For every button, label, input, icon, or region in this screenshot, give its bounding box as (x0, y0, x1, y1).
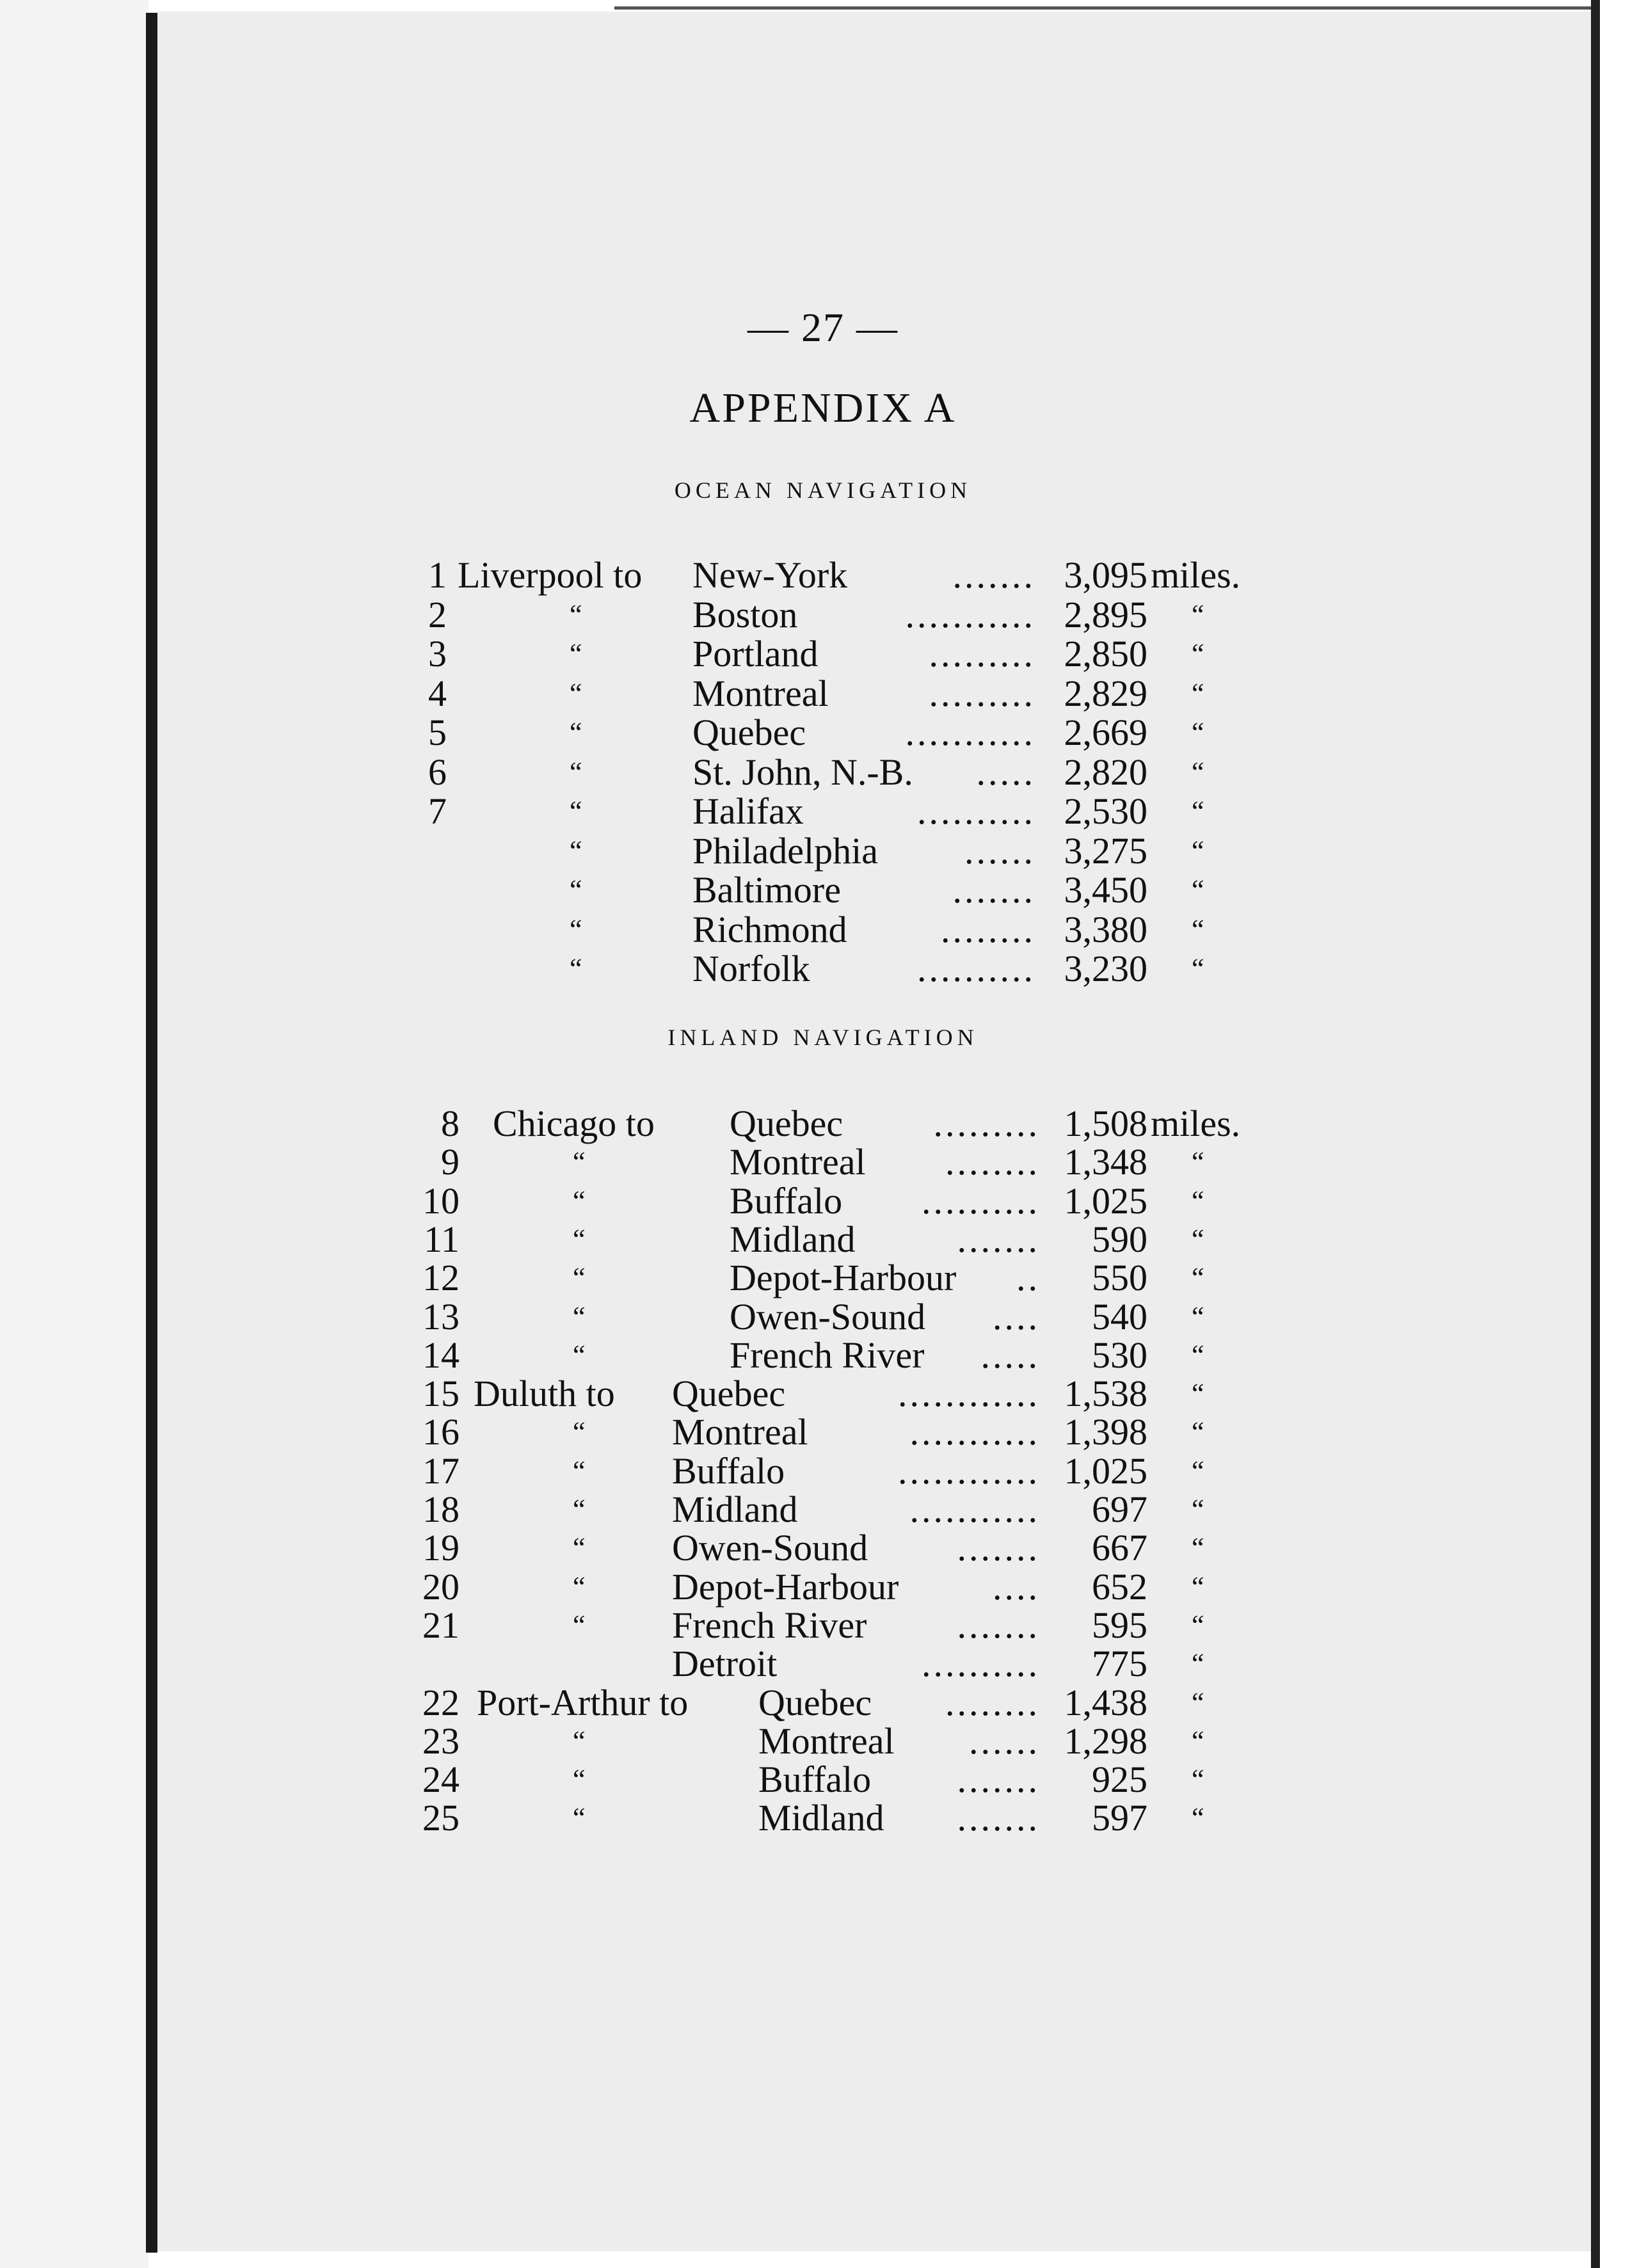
origin-ditto-mark: “ (573, 1725, 586, 1757)
distance-value: 3,230 (1064, 948, 1147, 989)
origin-ditto-mark: “ (573, 1185, 586, 1217)
destination-port: Buffalo (672, 1449, 785, 1492)
table-row (0, 1258, 1646, 1298)
destination-port: Buffalo (758, 1759, 872, 1801)
table-row (0, 674, 1646, 714)
unit-ditto-mark: “ (1192, 1262, 1204, 1294)
leader-dots: ...... (969, 1720, 1040, 1762)
unit-ditto-mark: “ (1192, 1686, 1204, 1718)
distance-value: 697 (1092, 1489, 1147, 1530)
destination-port: Quebec (730, 1103, 843, 1144)
row-number: 8 (441, 1103, 459, 1144)
unit-ditto-mark: “ (1192, 1802, 1204, 1834)
distance-value: 2,850 (1064, 633, 1147, 675)
leader-dots: ...... (964, 829, 1035, 872)
leader-dots: ....... (957, 1218, 1040, 1260)
origin-port: Duluth to (474, 1373, 615, 1415)
leader-dots: ......... (929, 633, 1035, 675)
table-row (0, 1142, 1646, 1182)
destination-port: Portland (692, 633, 819, 675)
unit-ditto-mark: “ (1192, 1455, 1204, 1487)
leader-dots: ......... (929, 672, 1035, 714)
distance-value: 1,508 (1064, 1103, 1147, 1144)
leader-dots: ....... (957, 1759, 1040, 1801)
destination-port: Owen-Sound (730, 1295, 926, 1338)
table-row (0, 595, 1646, 635)
distance-value: 1,025 (1064, 1449, 1147, 1492)
leader-dots: ..... (980, 1334, 1040, 1376)
destination-port: Baltimore (692, 869, 841, 911)
distance-unit: miles. (1151, 1103, 1241, 1144)
destination-port: Philadelphia (692, 829, 878, 872)
table-row (0, 1798, 1646, 1838)
origin-ditto-mark: “ (573, 1300, 586, 1332)
destination-port: Montreal (730, 1141, 866, 1183)
appendix-title: APPENDIX A (689, 385, 957, 431)
destination-port: Halifax (692, 790, 804, 832)
distance-value: 2,820 (1064, 751, 1147, 793)
origin-ditto-mark: “ (573, 1416, 586, 1448)
unit-ditto-mark: “ (1192, 677, 1204, 709)
row-number: 3 (428, 633, 447, 675)
destination-port: Detroit (672, 1643, 778, 1685)
distance-value: 1,348 (1064, 1141, 1147, 1183)
leader-dots: ............ (898, 1373, 1040, 1415)
unit-ditto-mark: “ (1192, 1532, 1204, 1564)
origin-ditto-mark: “ (570, 677, 582, 709)
distance-value: 1,438 (1064, 1681, 1147, 1723)
origin-ditto-mark: “ (573, 1764, 586, 1796)
origin-ditto-mark: “ (573, 1802, 586, 1834)
unit-ditto-mark: “ (1192, 638, 1204, 669)
leader-dots: .. (1016, 1257, 1040, 1299)
destination-port: French River (730, 1334, 925, 1376)
distance-value: 2,669 (1064, 712, 1147, 753)
leader-dots: .... (993, 1295, 1040, 1338)
destination-port: St. John, N.-B. (692, 751, 913, 793)
row-number: 17 (422, 1449, 459, 1492)
destination-port: Midland (758, 1797, 884, 1839)
leader-dots: ........ (945, 1141, 1040, 1183)
distance-value: 3,095 (1064, 554, 1147, 596)
row-number: 9 (441, 1141, 459, 1183)
table-row (0, 831, 1646, 871)
unit-ditto-mark: “ (1192, 1609, 1204, 1641)
leader-dots: ........... (905, 593, 1035, 635)
row-number: 11 (424, 1218, 459, 1260)
row-number: 13 (422, 1295, 459, 1338)
table-row (0, 1297, 1646, 1337)
destination-port: Montreal (692, 672, 829, 714)
origin-ditto-mark: “ (573, 1339, 586, 1371)
row-number: 22 (422, 1681, 459, 1723)
destination-port: Montreal (758, 1720, 895, 1762)
unit-ditto-mark: “ (1192, 1725, 1204, 1757)
origin-ditto-mark: “ (573, 1570, 586, 1602)
row-number: 21 (422, 1604, 459, 1646)
origin-ditto-mark: “ (573, 1223, 586, 1255)
ocean-navigation-heading: OCEAN NAVIGATION (674, 477, 972, 503)
table-row (0, 555, 1646, 595)
unit-ditto-mark: “ (1192, 874, 1204, 906)
unit-ditto-mark: “ (1192, 1570, 1204, 1602)
distance-value: 597 (1092, 1797, 1147, 1839)
distance-unit: miles. (1151, 554, 1241, 596)
destination-port: Depot-Harbour (672, 1565, 899, 1608)
leader-dots: ....... (952, 869, 1035, 911)
distance-value: 530 (1092, 1334, 1147, 1376)
unit-ditto-mark: “ (1192, 1416, 1204, 1448)
table-row (0, 1104, 1646, 1144)
unit-ditto-mark: “ (1192, 1764, 1204, 1796)
unit-ditto-mark: “ (1192, 717, 1204, 748)
leader-dots: ......... (933, 1103, 1040, 1144)
leader-dots: .......... (922, 1179, 1040, 1222)
row-number: 14 (422, 1334, 459, 1376)
origin-ditto-mark: “ (570, 953, 582, 984)
table-row (0, 1760, 1646, 1800)
destination-port: New-York (692, 554, 848, 596)
distance-value: 667 (1092, 1527, 1147, 1569)
table-row (0, 1220, 1646, 1259)
unit-ditto-mark: “ (1192, 913, 1204, 945)
origin-ditto-mark: “ (570, 835, 582, 866)
table-row (0, 949, 1646, 989)
distance-value: 1,025 (1064, 1179, 1147, 1222)
origin-ditto-mark: “ (570, 598, 582, 630)
leader-dots: ............ (898, 1449, 1040, 1492)
unit-ditto-mark: “ (1192, 1223, 1204, 1255)
origin-ditto-mark: “ (570, 638, 582, 669)
row-number: 12 (422, 1257, 459, 1299)
leader-dots: .... (993, 1565, 1040, 1608)
unit-ditto-mark: “ (1192, 1339, 1204, 1371)
origin-ditto-mark: “ (573, 1609, 586, 1641)
origin-ditto-mark: “ (570, 874, 582, 906)
row-number: 16 (422, 1411, 459, 1453)
destination-port: Quebec (672, 1373, 786, 1415)
distance-value: 775 (1092, 1643, 1147, 1685)
table-row (0, 1644, 1646, 1684)
destination-port: Quebec (758, 1681, 872, 1723)
table-row (0, 1374, 1646, 1414)
leader-dots: .......... (917, 948, 1035, 989)
leader-dots: ....... (952, 554, 1035, 596)
distance-value: 1,298 (1064, 1720, 1147, 1762)
table-row (0, 1606, 1646, 1645)
table-row (0, 1412, 1646, 1452)
origin-ditto-mark: “ (570, 756, 582, 788)
table-row (0, 1181, 1646, 1221)
distance-value: 1,538 (1064, 1373, 1147, 1415)
unit-ditto-mark: “ (1192, 835, 1204, 866)
leader-dots: ........ (941, 908, 1035, 950)
destination-port: Quebec (692, 712, 806, 753)
leader-dots: ........... (905, 712, 1035, 753)
origin-port: Port-Arthur to (477, 1681, 689, 1723)
leader-dots: .......... (922, 1643, 1040, 1685)
row-number: 20 (422, 1565, 459, 1608)
table-row (0, 1490, 1646, 1529)
table-row (0, 910, 1646, 950)
row-number: 19 (422, 1527, 459, 1569)
row-number: 5 (428, 712, 447, 753)
distance-value: 925 (1092, 1759, 1147, 1801)
unit-ditto-mark: “ (1192, 756, 1204, 788)
unit-ditto-mark: “ (1192, 1300, 1204, 1332)
table-row (0, 634, 1646, 674)
row-number: 15 (422, 1373, 459, 1415)
destination-port: Boston (692, 593, 798, 635)
distance-value: 540 (1092, 1295, 1147, 1338)
leader-dots: .......... (917, 790, 1035, 832)
row-number: 4 (428, 672, 447, 714)
origin-ditto-mark: “ (570, 795, 582, 827)
leader-dots: ....... (957, 1797, 1040, 1839)
distance-value: 3,450 (1064, 869, 1147, 911)
row-number: 25 (422, 1797, 459, 1839)
origin-ditto-mark: “ (570, 717, 582, 748)
row-number: 10 (422, 1179, 459, 1222)
row-number: 6 (428, 751, 447, 793)
distance-value: 2,895 (1064, 593, 1147, 635)
origin-ditto-mark: “ (573, 1532, 586, 1564)
unit-ditto-mark: “ (1192, 1185, 1204, 1217)
table-row (0, 1683, 1646, 1723)
destination-port: Midland (672, 1489, 798, 1530)
destination-port: Norfolk (692, 948, 810, 989)
top-edge-line (614, 6, 1591, 10)
unit-ditto-mark: “ (1192, 1378, 1204, 1410)
origin-ditto-mark: “ (573, 1146, 586, 1178)
leader-dots: ..... (976, 751, 1035, 793)
destination-port: Midland (730, 1218, 856, 1260)
unit-ditto-mark: “ (1192, 598, 1204, 630)
table-row (0, 1528, 1646, 1568)
distance-value: 550 (1092, 1257, 1147, 1299)
table-row (0, 1336, 1646, 1375)
unit-ditto-mark: “ (1192, 1648, 1204, 1680)
leader-dots: ....... (957, 1527, 1040, 1569)
top-margin (157, 0, 1591, 12)
unit-ditto-mark: “ (1192, 1494, 1204, 1525)
table-row (0, 1721, 1646, 1761)
origin-port: Liverpool to (458, 554, 643, 596)
leader-dots: ....... (957, 1604, 1040, 1646)
table-row (0, 713, 1646, 753)
unit-ditto-mark: “ (1192, 795, 1204, 827)
leader-dots: ........... (909, 1489, 1040, 1530)
row-number: 7 (428, 790, 447, 832)
destination-port: Depot-Harbour (730, 1257, 957, 1299)
row-number: 24 (422, 1759, 459, 1801)
row-number: 23 (422, 1720, 459, 1762)
distance-value: 2,530 (1064, 790, 1147, 832)
destination-port: Montreal (672, 1411, 808, 1453)
origin-ditto-mark: “ (573, 1455, 586, 1487)
origin-ditto-mark: “ (573, 1494, 586, 1525)
row-number: 18 (422, 1489, 459, 1530)
distance-value: 595 (1092, 1604, 1147, 1646)
leader-dots: ........ (945, 1681, 1040, 1723)
distance-value: 652 (1092, 1565, 1147, 1608)
origin-port: Chicago to (493, 1103, 655, 1144)
distance-value: 2,829 (1064, 672, 1147, 714)
distance-value: 1,398 (1064, 1411, 1147, 1453)
unit-ditto-mark: “ (1192, 953, 1204, 984)
row-number: 1 (428, 554, 447, 596)
origin-ditto-mark: “ (573, 1262, 586, 1294)
destination-port: Owen-Sound (672, 1527, 868, 1569)
table-row (0, 870, 1646, 910)
table-row (0, 1567, 1646, 1607)
table-row (0, 792, 1646, 831)
destination-port: Buffalo (730, 1179, 843, 1222)
distance-value: 3,275 (1064, 829, 1147, 872)
table-row (0, 753, 1646, 792)
distance-value: 590 (1092, 1218, 1147, 1260)
leader-dots: ........... (909, 1411, 1040, 1453)
inland-navigation-heading: INLAND NAVIGATION (667, 1025, 979, 1050)
table-row (0, 1451, 1646, 1491)
distance-value: 3,380 (1064, 908, 1147, 950)
origin-ditto-mark: “ (570, 913, 582, 945)
page-number: — 27 — (747, 305, 899, 350)
destination-port: French River (672, 1604, 867, 1646)
destination-port: Richmond (692, 908, 847, 950)
unit-ditto-mark: “ (1192, 1146, 1204, 1178)
row-number: 2 (428, 593, 447, 635)
